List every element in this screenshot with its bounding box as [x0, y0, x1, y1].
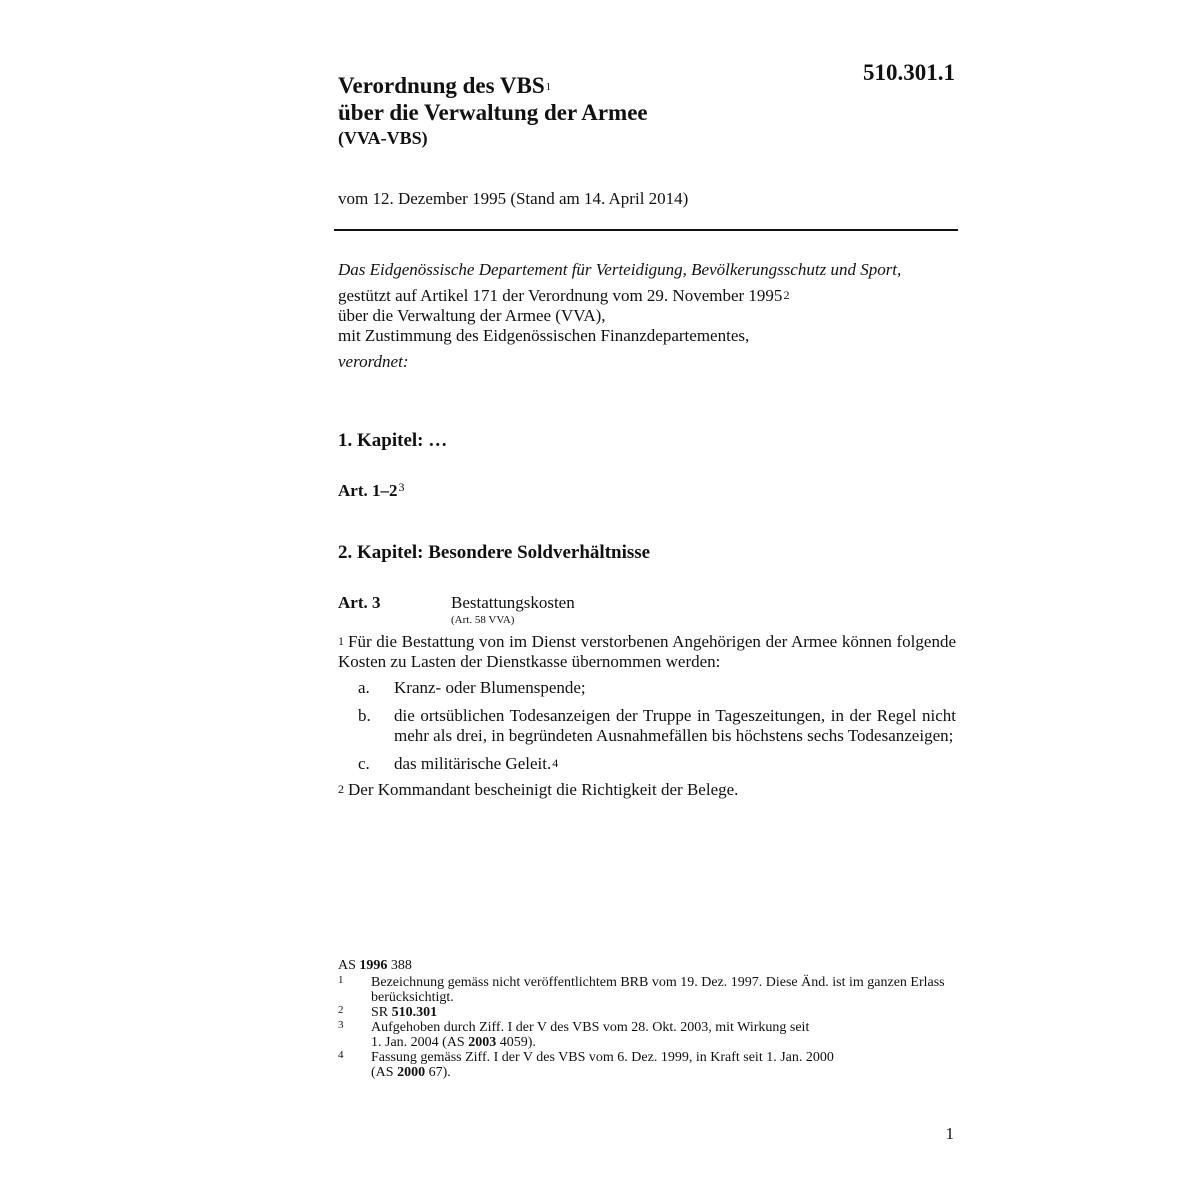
title-line-1: [338, 72, 858, 99]
list-item: [338, 678, 956, 698]
paragraph-2-text: Der Kommandant bescheinigt die Richtigkeit der Belege.: [348, 780, 739, 799]
footnote-3: [338, 1020, 948, 1050]
list-marker: c.: [358, 754, 370, 773]
article-3-heading: Bestattungskosten: [451, 593, 575, 612]
footnote-ref-1[interactable]: 1: [545, 81, 552, 93]
preamble-ordains: verordnet:: [338, 352, 409, 371]
footnote-1: [338, 975, 948, 1005]
article-3-paragraph-1: [338, 632, 956, 672]
list-item-text: Kranz- oder Blumenspende;: [394, 678, 586, 697]
article-1-2-title: Art. 1–2: [338, 481, 398, 500]
list-marker: b.: [358, 706, 371, 725]
fn3-line-2b: 4059).: [499, 1035, 536, 1050]
list-item-text-c: [394, 754, 956, 774]
footnote-ref-3[interactable]: 3: [398, 480, 405, 494]
as-reference: [338, 958, 948, 973]
as-prefix: AS: [338, 958, 356, 973]
title-text-1: Verordnung des VBS: [338, 73, 545, 98]
footnote-number: 1: [338, 974, 344, 986]
fn4-line-1: Fassung gemäss Ziff. I der V des VBS vom 6. Dez. 1999, in Kraft seit 1. Jan. 2000: [371, 1050, 834, 1065]
footnote-number: 3: [338, 1019, 344, 1031]
fn3-line-2a: 1. Jan. 2004 (AS: [371, 1035, 465, 1050]
footnote-text: [371, 1005, 948, 1020]
paragraph-1-text: Für die Bestattung von im Dienst verstorbenen Angehörigen der Armee können folgende Kosten zu Lasten der Dienstkasse übernommen werden:: [338, 632, 956, 671]
preamble: [338, 260, 958, 372]
footnote-number: 2: [338, 1004, 344, 1016]
list-item-c-text: das militärische Geleit.: [394, 754, 552, 773]
preamble-basis-line-1: [338, 286, 958, 306]
footnote-number: 4: [338, 1049, 344, 1061]
title-block: [338, 72, 858, 150]
footnote-text: Bezeichnung gemäss nicht veröffentlichtem BRB vom 19. Dez. 1997. Diese Änd. ist im ganzen Erlass berücksichtigt.: [371, 975, 945, 1005]
date-line: vom 12. Dezember 1995 (Stand am 14. April 2014): [338, 189, 689, 208]
article-3-number: Art. 3: [338, 593, 381, 612]
title-abbreviation: (VVA-VBS): [338, 128, 428, 148]
list-item-text: die ortsüblichen Todesanzeigen der Truppe in Tageszeitungen, in der Regel nicht mehr als drei, in begründeten Ausnahmefällen bis höchstens sechs Todesanzeigen;: [394, 706, 956, 745]
article-3-header: [338, 593, 956, 613]
article-1-2: [338, 481, 404, 501]
footnote-text: [371, 1050, 948, 1080]
preamble-basis-line-2: über die Verwaltung der Armee (VVA),: [338, 306, 606, 325]
fn4-line-2b: 67).: [428, 1065, 451, 1080]
chapter-1-title: 1. Kapitel: …: [338, 430, 448, 451]
list-item: [338, 754, 956, 774]
preamble-consent: mit Zustimmung des Eidgenössischen Finanzdepartementes,: [338, 326, 750, 345]
fn3-line-1: Aufgehoben durch Ziff. I der V des VBS vom 28. Okt. 2003, mit Wirkung seit: [371, 1020, 810, 1035]
article-3: [338, 593, 956, 800]
chapter-2-title: 2. Kapitel: Besondere Soldverhältnisse: [338, 542, 651, 563]
list-marker: a.: [358, 678, 370, 697]
list-item: [338, 706, 956, 746]
footnote-ref-4[interactable]: 4: [552, 756, 559, 770]
paragraph-number-1: 1: [338, 634, 344, 648]
footnote-text: [371, 1020, 948, 1050]
footnote-2: [338, 1005, 948, 1020]
fn2-sr-number[interactable]: 510.301: [391, 1005, 438, 1020]
footnote-4: [338, 1050, 948, 1080]
article-3-reference: (Art. 58 VVA): [451, 614, 515, 626]
article-3-paragraph-2: [338, 780, 956, 800]
paragraph-number-2: 2: [338, 782, 344, 796]
footnotes: [338, 958, 948, 1080]
as-page: 388: [390, 958, 412, 973]
article-3-list: [338, 678, 956, 774]
fn2-prefix: SR: [371, 1005, 389, 1020]
preamble-authority: Das Eidgenössische Departement für Verteidigung, Bevölkerungsschutz und Sport,: [338, 260, 902, 279]
fn4-year[interactable]: 2000: [397, 1065, 426, 1080]
footnote-ref-2[interactable]: 2: [783, 288, 790, 302]
sr-number: 510.301.1: [863, 60, 955, 85]
page-number: 1: [945, 1124, 954, 1143]
title-line-2: über die Verwaltung der Armee: [338, 100, 648, 125]
fn3-year[interactable]: 2003: [468, 1035, 497, 1050]
as-year: 1996: [359, 958, 388, 973]
fn4-line-2a: (AS: [371, 1065, 394, 1080]
header-divider: [334, 229, 958, 231]
preamble-basis-text: gestützt auf Artikel 171 der Verordnung vom 29. November 1995: [338, 286, 783, 305]
